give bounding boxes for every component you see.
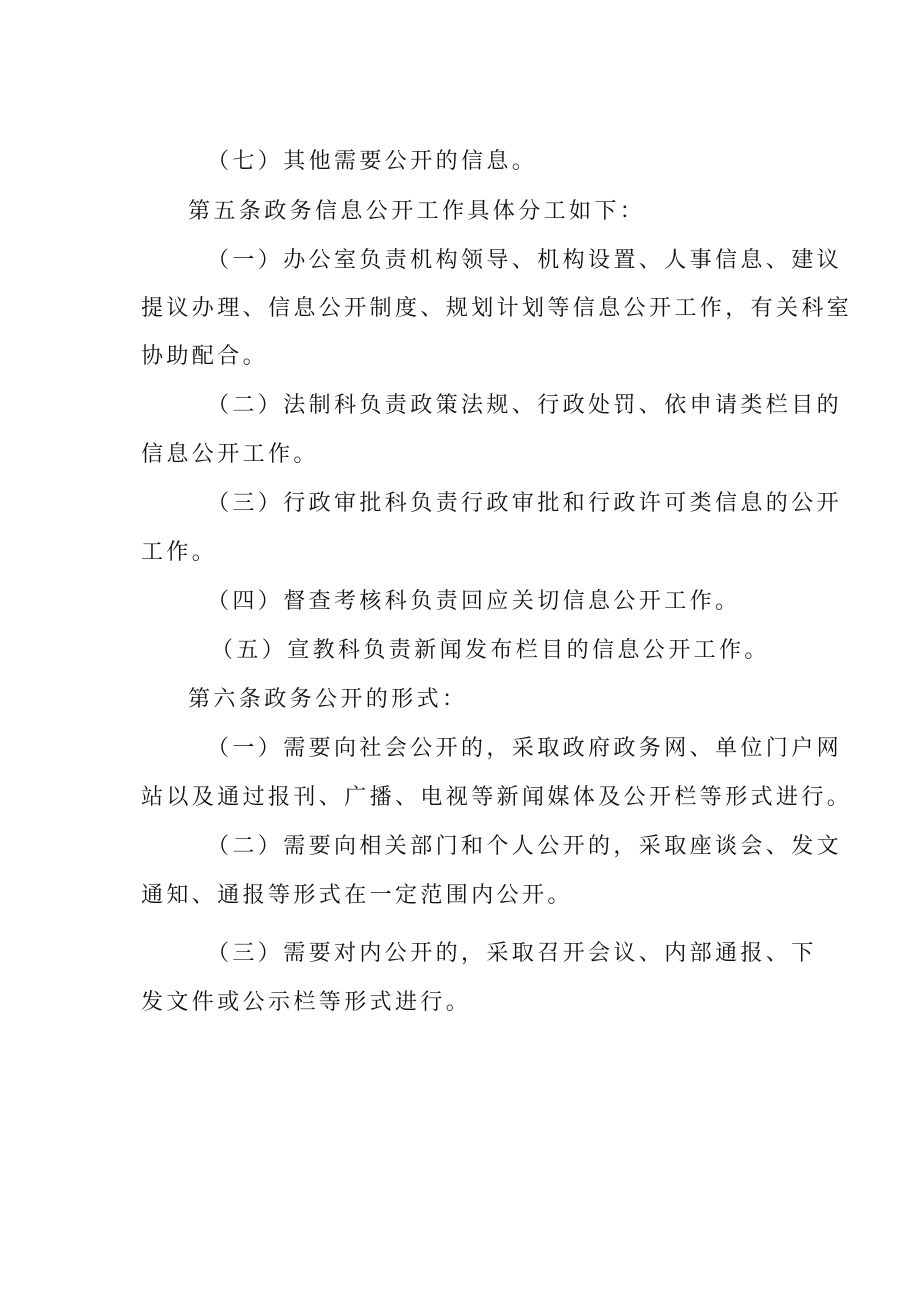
article-6-item-1-line-1: （一）需要向社会公开的，采取政府政务网、单位门户网	[207, 736, 843, 761]
article-5-item-4-line-1: （四）督查考核科负责回应关切信息公开工作。	[207, 589, 741, 614]
article-5-item-1-line-2: 提议办理、信息公开制度、规划计划等信息公开工作，有关科室	[141, 296, 853, 321]
article-5-item-1-line-1: （一）办公室负责机构领导、机构设置、人事信息、建议	[207, 248, 843, 273]
article-5-item-3-line-1: （三）行政审批科负责行政审批和行政许可类信息的公开	[207, 491, 843, 516]
paragraph-7-line-1: （七）其他需要公开的信息。	[207, 149, 538, 174]
article-5-item-3-line-2: 工作。	[141, 540, 218, 565]
article-5-item-5-line-1: （五）宣教科负责新闻发布栏目的信息公开工作。	[211, 638, 770, 663]
article-6-item-2-line-1: （二）需要向相关部门和个人公开的，采取座谈会、发文	[207, 834, 843, 859]
article-5-item-2-line-2: 信息公开工作。	[141, 442, 319, 467]
article-6-item-1-line-2: 站以及通过报刊、广播、电视等新闻媒体及公开栏等形式进行。	[141, 785, 853, 810]
article-5-item-1-line-3: 协助配合。	[141, 344, 269, 369]
article-6-heading: 第六条政务公开的形式：	[188, 687, 468, 712]
article-6-item-3-line-2: 发文件或公示栏等形式进行。	[141, 990, 472, 1015]
article-6-item-2-line-2: 通知、通报等形式在一定范围内公开。	[141, 883, 573, 908]
article-5-heading: 第五条政务信息公开工作具体分工如下：	[188, 199, 646, 224]
article-5-item-2-line-1: （二）法制科负责政策法规、行政处罚、依申请类栏目的	[207, 393, 843, 418]
article-6-item-3-line-1: （三）需要对内公开的，采取召开会议、内部通报、下	[207, 941, 817, 966]
